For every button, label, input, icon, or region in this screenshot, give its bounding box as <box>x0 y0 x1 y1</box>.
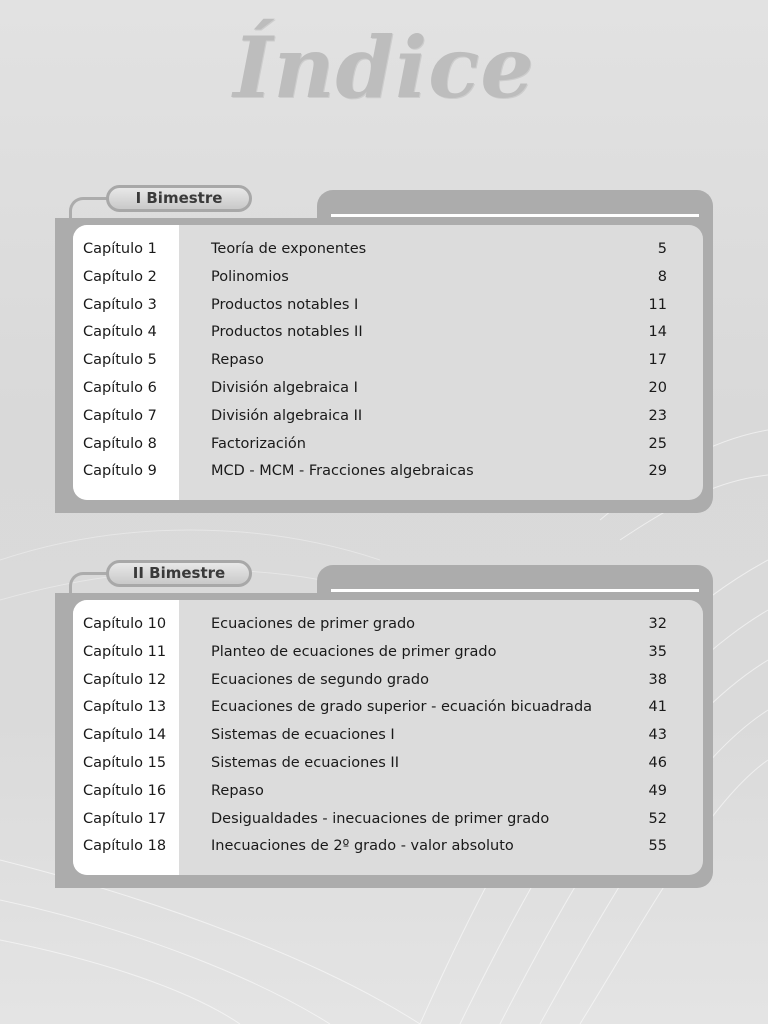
chapter-label: Capítulo 17 <box>83 810 167 827</box>
toc-row <box>73 779 703 807</box>
toc-row <box>73 723 703 751</box>
chapter-label: Capítulo 14 <box>83 727 167 744</box>
chapter-label: Capítulo 5 <box>83 352 157 369</box>
page-title: Índice <box>233 18 535 117</box>
toc-row <box>73 320 703 348</box>
topic-title: Inecuaciones de 2º grado - valor absoluto <box>211 838 514 855</box>
topic-title: Repaso <box>211 352 264 369</box>
toc-row <box>73 348 703 376</box>
topic-title: Planteo de ecuaciones de primer grado <box>211 643 497 660</box>
section-label: II Bimestre <box>106 560 252 587</box>
chapter-label: Capítulo 11 <box>83 643 167 660</box>
toc-row <box>73 695 703 723</box>
topic-title: Factorización <box>211 435 306 452</box>
toc-row <box>73 807 703 835</box>
page-number: 38 <box>648 671 667 688</box>
topic-title: Ecuaciones de grado superior - ecuación bicuadrada <box>211 699 593 716</box>
page-number: 35 <box>648 643 667 660</box>
page-number: 52 <box>648 810 667 827</box>
page-number: 32 <box>648 616 667 632</box>
toc-row <box>73 293 703 321</box>
chapter-label: Capítulo 1 <box>83 241 157 257</box>
toc-row <box>73 612 703 640</box>
toc-row <box>73 432 703 460</box>
page-number: 55 <box>648 838 667 855</box>
chapter-label: Capítulo 16 <box>83 782 167 799</box>
page-number: 14 <box>648 324 667 341</box>
header-rule <box>331 214 699 217</box>
topic-title: Teoría de exponentes <box>211 241 367 257</box>
chapter-label: Capítulo 6 <box>83 380 157 396</box>
toc-row <box>73 404 703 432</box>
page-number: 20 <box>648 380 667 396</box>
chapter-label: Capítulo 13 <box>83 699 167 716</box>
chapter-label: Capítulo 4 <box>83 324 157 341</box>
chapter-label: Capítulo 18 <box>83 838 167 855</box>
chapter-label: Capítulo 15 <box>83 755 167 771</box>
page-number: 49 <box>648 782 667 799</box>
page-number: 23 <box>648 407 667 424</box>
topic-title: Desigualdades - inecuaciones de primer grado <box>211 810 550 827</box>
page-number: 5 <box>657 241 667 257</box>
topic-title: Productos notables I <box>211 296 359 313</box>
chapter-label: Capítulo 9 <box>83 463 157 480</box>
chapter-label: Capítulo 3 <box>83 296 157 313</box>
topic-title: Productos notables II <box>211 324 363 341</box>
toc-row <box>73 376 703 404</box>
section-i-bimestre <box>55 185 713 513</box>
toc-row <box>73 834 703 862</box>
toc-row <box>73 751 703 779</box>
chapter-label: Capítulo 8 <box>83 435 157 452</box>
page-number: 29 <box>648 463 667 480</box>
page-number: 25 <box>648 435 667 452</box>
topic-title: Repaso <box>211 782 264 799</box>
topic-title: División algebraica II <box>211 407 363 424</box>
toc-row <box>73 668 703 696</box>
topic-title: MCD - MCM - Fracciones algebraicas <box>211 463 474 480</box>
page-number: 41 <box>648 699 667 716</box>
chapter-label: Capítulo 10 <box>83 616 167 632</box>
page-number: 11 <box>648 296 667 313</box>
topic-title: Ecuaciones de segundo grado <box>211 671 429 688</box>
header-rule <box>331 589 699 592</box>
page-number: 17 <box>648 352 667 369</box>
topic-title: División algebraica I <box>211 380 358 396</box>
section-header-bar <box>317 565 713 605</box>
chapter-label: Capítulo 2 <box>83 268 157 285</box>
toc-row <box>73 459 703 487</box>
topic-title: Ecuaciones de primer grado <box>211 616 416 632</box>
section-ii-bimestre <box>55 560 713 888</box>
toc-row <box>73 237 703 265</box>
topic-title: Polinomios <box>211 268 289 285</box>
toc-row <box>73 265 703 293</box>
toc-card <box>73 225 703 500</box>
page-number: 46 <box>648 755 667 771</box>
chapter-label: Capítulo 12 <box>83 671 167 688</box>
page-number: 8 <box>657 268 667 285</box>
section-label: I Bimestre <box>106 185 252 212</box>
topic-title: Sistemas de ecuaciones I <box>211 727 395 744</box>
page-number: 43 <box>648 727 667 744</box>
section-header-bar <box>317 190 713 230</box>
topic-title: Sistemas de ecuaciones II <box>211 755 399 771</box>
chapter-label: Capítulo 7 <box>83 407 157 424</box>
toc-card <box>73 600 703 875</box>
toc-row <box>73 640 703 668</box>
